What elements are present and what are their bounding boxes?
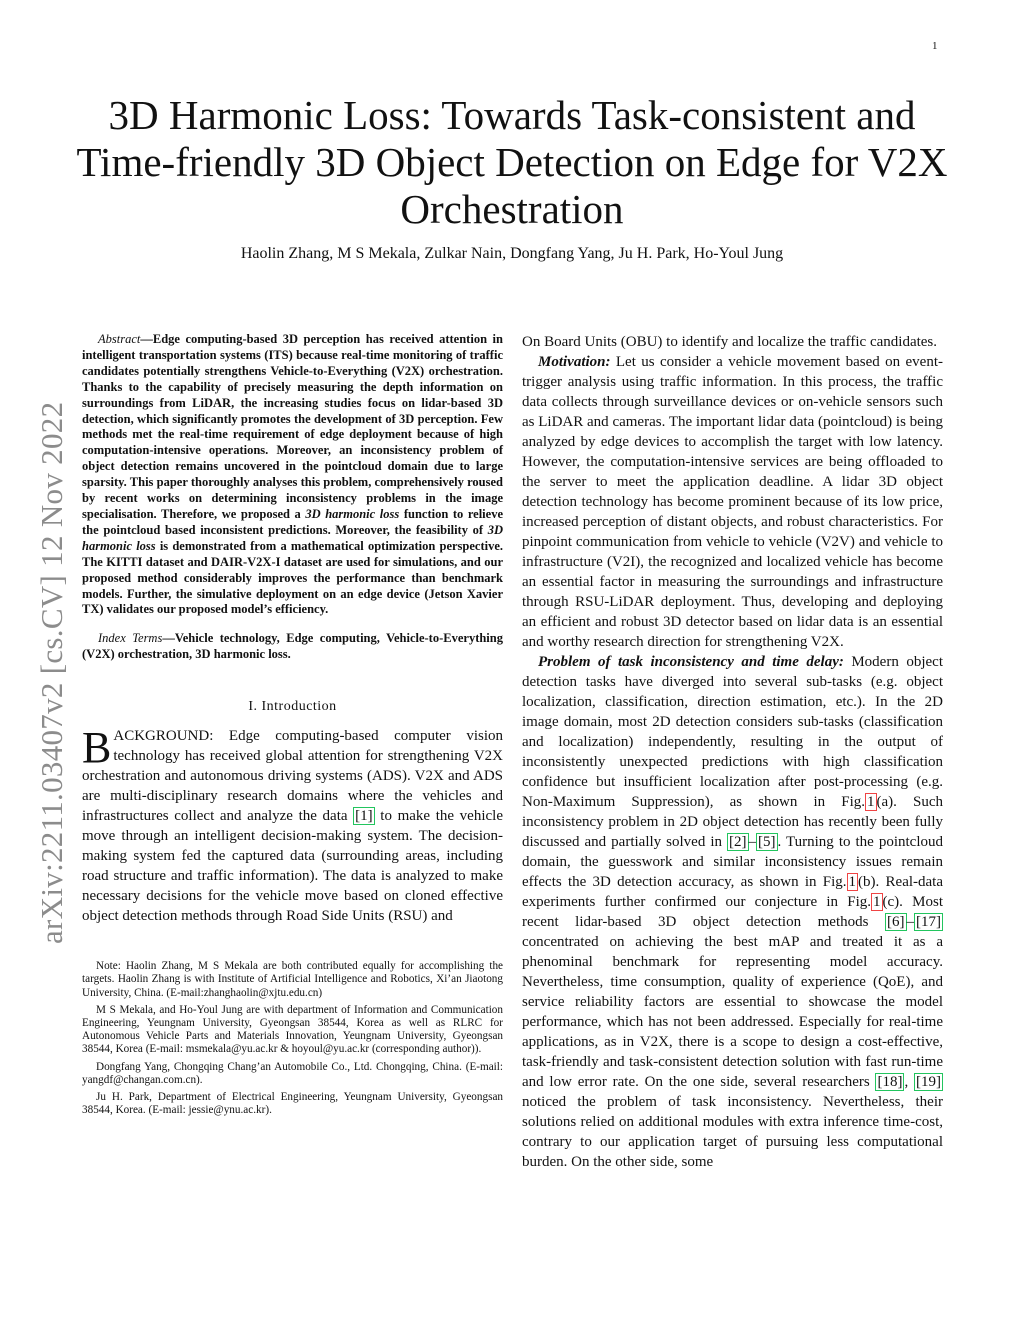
problem-heading: Problem of task inconsistency and time delay: [538,654,844,670]
problem-text: , [904,1074,914,1090]
problem-text: Modern object detection tasks have diverged into several sub-tasks (e.g. object localization, classification, direction estimation, etc.). In the 2D image domain, most 2D detection considers sub-tasks (classification and localization) independently, resulting in the output of inconsistently unexpected predictions with high classification confidence but insufficient localization after post-processing (e.g. Non-Maximum Suppression), as shown in Fig. [522,654,943,810]
abstract [82,332,503,618]
section-heading: I. Introduction [248,699,337,715]
paper-title: 3D Harmonic Loss: Towards Task-consistent and Time-friendly 3D Object Detection on Edge for V2X Orchestration [76,92,948,232]
citation-link[interactable]: [17] [916,914,941,930]
citation-link[interactable]: [19] [916,1074,941,1090]
footnote: M S Mekala, and Ho-Youl Jung are with department of Information and Communication Engineering, Yeungnam University, Gyeongsan 38544, Korea as well as RLRC for Autonomous Vehicle Parts and Materials Innovation, Yeungnam University, Gyeongsan 38544, Korea (E-mail: msmekala@yu.ac.kr & hoyoul@yu.ac.kr (corresponding author)). [82,1003,503,1056]
figure-link[interactable]: 1 [848,874,857,890]
problem-text: (c). Most recent lidar-based 3D object detection methods [522,894,943,930]
problem-text: noticed the problem of task inconsistency. Nevertheless, their solutions relied on additional modules with extra inference time-cost, contrary to our application target of pursuing less computational burden. On the other side, some [522,1094,943,1170]
abstract-heading: Abstract [98,332,141,346]
problem-text: . Turning to the pointcloud domain, the guesswork and similar inconsistency issues remain effects the 3D detection accuracy, as shown in Fig. [522,834,943,890]
footnote: Note: Haolin Zhang, M S Mekala are both contributed equally for accomplishing the targets. Haolin Zhang is with Institute of Artificial Intelligence and Robotics, Xi’an Jiaotong University, China. (E-mail:zhanghaolin@xjtu.edu.cn) [82,960,503,999]
citation-link[interactable]: [5] [758,834,776,850]
intro-paragraph [82,723,503,926]
abstract-text-1: —Edge computing-based 3D perception has received attention in intelligent transportation systems (ITS) because real-time monitoring of traffic candidates potentially strengthens Vehicle-to-Everything (V2X) orchestration. Thanks to the capability of precisely measuring the depth information on surroundings from LiDAR, the increasing studies focus on lidar-based 3D detection, which significantly promotes the development of 3D perception. Few methods met the real-time requirement of edge deployment because of high computation-intensive operations. Moreover, an inconsistency problem of object detection remains uncovered in the pointcloud domain due to large sparsity. This paper thoroughly analyses this problem, comprehensively roused by recent works on determining inconsistency problems in the image specialisation. Therefore, we proposed a [82,332,503,521]
citation-link[interactable]: [18] [877,1074,903,1090]
dropcap: B [82,723,112,773]
title-block [60,92,964,264]
citation-link[interactable]: [2] [729,834,747,850]
figure-link[interactable]: 1 [873,894,881,910]
abstract-emphasis-2: 3D harmonic loss [82,522,503,553]
figure-link[interactable]: 1 [867,794,875,810]
citation-link[interactable]: [1] [355,808,373,825]
problem-text: concentrated on achieving the best mAP and treated it as a phenominal benchmark for representing model accuracy. Nevertheless, time consumption, quality of experience (QoE), and service reliability factors are essential to showcase the model performance, which has not been addressed. Especially for real-time applications, as in V2X, there is a scope to design a cost-effective, task-friendly and task-consistent detection solution with fast run-time and low error rate. On the one side, several researchers [522,934,943,1090]
problem-text: – [748,834,757,850]
problem-text: – [906,914,914,930]
footnotes [82,960,503,1117]
page-number: 1 [932,40,938,52]
abstract-text-2: function to relieve the pointcloud based inconsistent predictions. Moreover, the feasibility of [82,506,504,537]
footnote: Ju H. Park, Department of Electrical Engineering, Yeungnam University, Gyeongsan 38544, Korea. (E-mail: jessie@ynu.ac.kr). [82,1090,503,1117]
citation-link[interactable]: [6] [887,914,905,930]
index-terms [82,631,503,663]
intro-text-1: ACKGROUND: Edge computing-based computer vision technology has received global attention for strengthening V2X orchestration and autonomous driving systems (ADS). V2X and ADS are multi-disciplinary research domains where the vehicles and infrastructures collect and analyze the data [82,728,503,825]
problem-text: (a). Such inconsistency problem in 2D object detection has recently been fully discussed and partially solved in [522,794,943,850]
problem-text: (b). Real-data experiments further confirmed our conjecture in Fig. [522,874,943,910]
abstract-text-3: is demonstrated from a mathematical optimization perspective. The KITTI dataset and DAIR-V2X-I dataset are used for simulations, and our proposed method considerably improves the performance than benchmark models. Further, the simulative deployment on an edge device (Jetson Xavier TX) validates our proposed model’s efficiency. [82,538,504,617]
problem-paragraph [522,652,943,1172]
intro-text-2: to make the vehicle move through an intelligent decision-making system. The decision-making system fed the captured data (surrounding areas, including road structure and traffic information). The data is analyzed to make necessary decisions for the vehicle move based on cloned effective object detection methods through Road Side Units (RSU) and [82,808,503,925]
left-column [82,332,503,1121]
abstract-emphasis-1: 3D harmonic loss [305,506,400,521]
footnote: Dongfang Yang, Chongqing Chang’an Automobile Co., Ltd. Chongqing, China. (E-mail: yangdf@changan.com.cn). [82,1060,503,1086]
motivation-heading: Motivation: [538,354,611,370]
right-column [522,332,943,1172]
index-terms-text: —Vehicle technology, Edge computing, Vehicle-to-Everything (V2X) orchestration, 3D harmonic loss. [82,631,503,662]
arxiv-watermark: arXiv:2211.03407v2 [cs.CV] 12 Nov 2022 [34,401,69,944]
motivation-text: Let us consider a vehicle movement based on event-trigger analysis using traffic information. In this process, the traffic data collects through surveillance devices or on-vehicle sensors such as LiDAR and cameras. The important lidar data (pointcloud) is being analyzed by edge devices to accomplish the target with low latency. However, the computation-intensive services are being offloaded to the server to meet the application deadline. A lidar 3D object detection technology has become prominent because of its low price, increased perception of distant objects, and robust characteristics. For pinpoint communication from vehicle to vehicle (V2V) and vehicle to infrastructure (V2I), the recognized and localized vehicle has become an essential factor in measuring the surroundings and infrastructure through RSU-LiDAR deployment. Thus, developing and deploying an efficient and robust 3D detector based on lidar data is an essential and worthy research direction for strengthening V2X. [522,354,943,650]
motivation-paragraph [522,352,943,652]
index-terms-heading: Index Terms [98,631,163,646]
right-paragraph-1: On Board Units (OBU) to identify and localize the traffic candidates. [522,334,938,350]
author-list: Haolin Zhang, M S Mekala, Zulkar Nain, Dongfang Yang, Ju H. Park, Ho-Youl Jung [240,245,784,262]
